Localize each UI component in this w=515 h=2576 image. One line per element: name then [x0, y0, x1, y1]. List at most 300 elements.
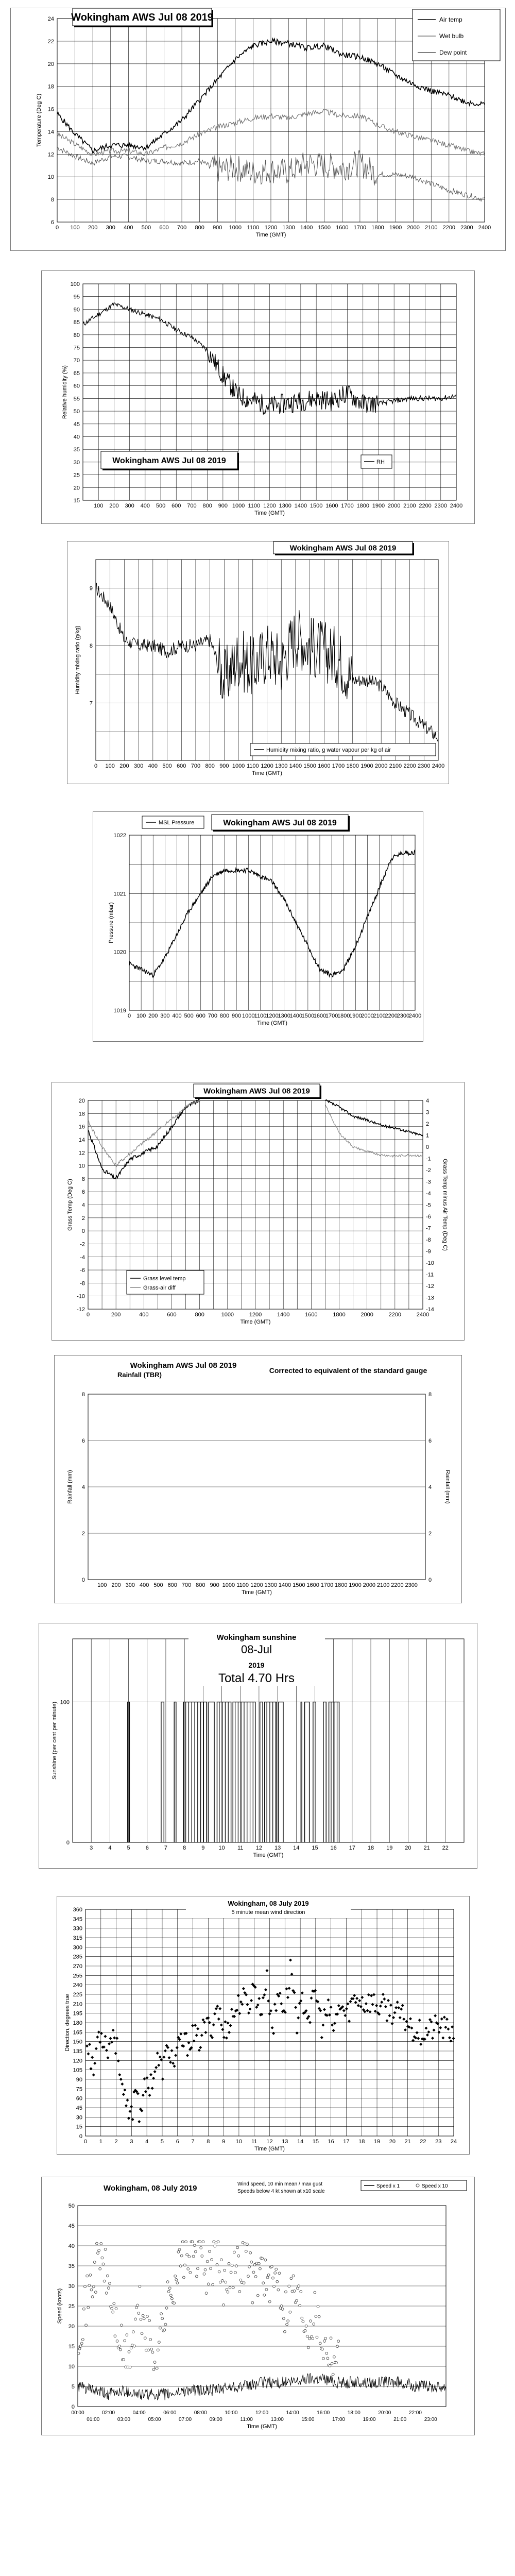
y-tick-label: 195	[73, 2010, 82, 2017]
scatter-point-speed-x10	[179, 2265, 182, 2267]
y-tick-label: 45	[68, 2223, 75, 2229]
y-tick-label: 0	[81, 1577, 85, 1583]
x-tick-label: 21	[404, 2139, 411, 2145]
scatter-point-speed-x10	[182, 2276, 185, 2279]
x-tick-label: 13	[282, 2139, 288, 2145]
x-tick-label: 2000	[363, 1582, 376, 1588]
x-tick-label: 23:00	[424, 2417, 437, 2422]
scatter-point-speed-x10	[262, 2282, 265, 2284]
scatter-point-speed-x10	[258, 2262, 260, 2265]
y-tick-label: 20	[47, 61, 54, 67]
scatter-point-speed-x10	[142, 2314, 144, 2317]
scatter-point-speed-x10	[151, 2351, 154, 2353]
scatter-point-speed-x10	[307, 2346, 310, 2349]
y-tick-label: 345	[73, 1916, 82, 1923]
y-tick-label: 210	[73, 2001, 82, 2008]
y-tick-label: 40	[73, 434, 80, 440]
y2-tick-label: 3	[426, 1109, 430, 1116]
y2-tick-label: 6	[428, 1438, 432, 1444]
scatter-point-speed-x10	[331, 2362, 333, 2365]
chart-title: Wokingham AWS Jul 08 2019	[71, 12, 213, 24]
chart-mixing-ratio-svg	[67, 541, 449, 784]
x-tick-label: 300	[125, 1582, 135, 1588]
y2-axis-label: Rainfall (mm)	[444, 1470, 451, 1504]
scatter-point-speed-x10	[225, 2281, 227, 2283]
scatter-point-speed-x10	[272, 2277, 274, 2279]
x-tick-label: 14	[293, 1845, 300, 1851]
scatter-point-speed-x10	[200, 2247, 202, 2249]
x-tick-label: 600	[167, 1312, 177, 1318]
chart-sunshine-svg	[39, 1623, 477, 1868]
x-tick-label: 400	[140, 503, 150, 509]
x-tick-label: 1500	[303, 763, 316, 769]
x-tick-label: 2000	[387, 503, 401, 509]
y-axis-label: Speed (knots)	[57, 2288, 63, 2324]
scatter-point-speed-x10	[275, 2268, 278, 2270]
scatter-point-speed-x10	[98, 2249, 100, 2252]
y-tick-label: 16	[78, 1124, 85, 1130]
legend-label: Speed x 1	[376, 2183, 400, 2189]
x-tick-label: 10	[218, 1845, 225, 1851]
x-tick-label: 15	[312, 2139, 319, 2145]
scatter-point-speed-x10	[181, 2241, 184, 2243]
y2-tick-label: 2	[426, 1121, 430, 1127]
scatter-point-speed-x10	[103, 2280, 106, 2282]
y-tick-label: 135	[73, 2048, 82, 2055]
y-tick-label: 8	[81, 1392, 85, 1398]
x-tick-label: 2400	[450, 503, 463, 509]
x-tick-label: 13:00	[270, 2417, 284, 2422]
scatter-point-speed-x10	[278, 2272, 281, 2275]
x-tick-label: 01:00	[87, 2417, 100, 2422]
x-tick-label: 700	[177, 225, 187, 231]
legend-label: RH	[376, 459, 385, 465]
y-tick-label: 270	[73, 1963, 82, 1970]
x-tick-label: 19:00	[363, 2417, 376, 2422]
y2-tick-label: -9	[426, 1248, 431, 1255]
x-tick-label: 20	[389, 2139, 396, 2145]
scatter-point-speed-x10	[132, 2331, 134, 2333]
y-tick-label: 100	[70, 281, 80, 287]
x-tick-label: 7	[164, 1845, 168, 1851]
scatter-point-speed-x10	[289, 2311, 291, 2313]
x-tick-label: 800	[202, 503, 212, 509]
scatter-point-speed-x10	[301, 2317, 303, 2319]
y-tick-label: 15	[73, 498, 80, 504]
scatter-point-speed-x10	[97, 2252, 99, 2255]
x-tick-label: 3	[130, 2139, 133, 2145]
y-tick-label: 180	[73, 2020, 82, 2026]
x-tick-label: 18:00	[347, 2410, 360, 2416]
y2-tick-label: 1	[426, 1132, 430, 1139]
scatter-point-speed-x10	[319, 2342, 321, 2345]
x-tick-label: 800	[205, 763, 215, 769]
x-axis-label: Time (GMT)	[257, 1020, 287, 1026]
x-tick-label: 2200	[419, 503, 432, 509]
y-tick-label: 24	[47, 16, 54, 22]
x-tick-label: 9	[201, 1845, 205, 1851]
x-tick-label: 7	[191, 2139, 195, 2145]
x-tick-label: 06:00	[163, 2410, 177, 2416]
x-tick-label: 100	[70, 225, 80, 231]
y-axis-label: Relative humidity (%)	[62, 365, 68, 419]
x-tick-label: 1900	[360, 763, 373, 769]
scatter-point-speed-x10	[228, 2262, 230, 2265]
scatter-point-speed-x10	[322, 2357, 325, 2360]
scatter-point-speed-x10	[224, 2269, 226, 2272]
scatter-point-speed-x10	[243, 2282, 245, 2284]
scatter-point-speed-x10	[250, 2261, 253, 2263]
x-tick-label: 8	[183, 1845, 186, 1851]
scatter-point-speed-x10	[118, 2345, 121, 2348]
x-tick-label: 1000	[221, 1312, 234, 1318]
scatter-point-speed-x10	[201, 2255, 203, 2258]
scatter-point-speed-x10	[147, 2349, 150, 2351]
scatter-point-speed-x10	[220, 2259, 222, 2261]
y-tick-label: 90	[73, 307, 80, 313]
x-tick-label: 03:00	[117, 2417, 130, 2422]
scatter-point-speed-x10	[88, 2284, 91, 2287]
y-tick-label: 0	[79, 2133, 82, 2140]
x-tick-label: 1500	[301, 1013, 315, 1019]
y-axis-label: Sunshine (per cent per minute)	[52, 1701, 58, 1780]
x-tick-label: 6	[176, 2139, 179, 2145]
legend-label: Air temp	[439, 16, 462, 23]
scatter-point-speed-x10	[86, 2275, 89, 2277]
scatter-point-speed-x10	[249, 2251, 252, 2254]
x-tick-label: 200	[111, 1582, 121, 1588]
x-tick-label: 2100	[376, 1582, 390, 1588]
scatter-point-speed-x10	[168, 2287, 171, 2290]
x-tick-label: 19	[373, 2139, 381, 2145]
x-tick-label: 08:00	[194, 2410, 207, 2416]
scatter-point-speed-x10	[109, 2282, 111, 2285]
x-tick-label: 1000	[232, 503, 245, 509]
x-tick-label: 200	[111, 1312, 121, 1318]
x-tick-label: 1000	[232, 763, 245, 769]
scatter-point-speed-x10	[166, 2281, 169, 2283]
scatter-point-speed-x10	[128, 2350, 130, 2353]
scatter-point-speed-x10	[246, 2243, 249, 2246]
scatter-point-speed-x10	[102, 2263, 105, 2265]
x-tick-label: 600	[196, 1013, 205, 1019]
y-tick-label: 10	[47, 174, 54, 181]
scatter-point-speed-x10	[153, 2361, 156, 2364]
x-tick-label: 1500	[310, 503, 323, 509]
scatter-point-speed-x10	[173, 2302, 176, 2304]
scatter-point-speed-x10	[113, 2302, 115, 2305]
x-tick-label: 1600	[336, 225, 349, 231]
y2-tick-label: -5	[426, 1202, 431, 1209]
x-tick-label: 700	[181, 1582, 192, 1588]
x-tick-label: 300	[133, 763, 144, 769]
y-axis-label: Pressure (mbar)	[108, 902, 114, 943]
x-tick-label: 12:00	[255, 2410, 269, 2416]
x-tick-label: 15:00	[301, 2417, 315, 2422]
x-axis-label: Time (GMT)	[240, 1319, 271, 1325]
x-tick-label: 600	[167, 1582, 177, 1588]
x-tick-label: 11	[251, 2139, 258, 2145]
scatter-point-speed-x10	[195, 2275, 198, 2278]
x-tick-label: 300	[125, 503, 134, 509]
scatter-point-speed-x10	[281, 2308, 284, 2311]
scatter-point-speed-x10	[157, 2349, 159, 2351]
y2-tick-label: -10	[426, 1260, 434, 1266]
y-tick-label: 225	[73, 1992, 82, 1998]
x-tick-label: 1800	[346, 763, 359, 769]
scatter-point-speed-x10	[226, 2289, 228, 2291]
x-tick-label: 1300	[264, 1582, 278, 1588]
legend-label: Speed x 10	[422, 2183, 448, 2189]
scatter-point-speed-x10	[313, 2323, 315, 2326]
y-tick-label: -4	[80, 1254, 85, 1261]
y2-tick-label: -7	[426, 1225, 431, 1232]
x-tick-label: 2400	[432, 763, 445, 769]
scatter-point-speed-x10	[83, 2308, 85, 2310]
x-axis-label: Time (GMT)	[255, 232, 286, 238]
x-tick-label: 2300	[397, 1013, 410, 1019]
y-tick-label: 0	[81, 1228, 85, 1235]
chart-title: Wokingham AWS Jul 08 2019	[112, 456, 226, 465]
scatter-point-speed-x10	[302, 2320, 304, 2323]
x-tick-label: 1900	[372, 503, 385, 509]
x-tick-label: 2300	[405, 1582, 418, 1588]
scatter-point-speed-x10	[152, 2368, 155, 2371]
chart-title: Wokingham AWS Jul 08 2019	[130, 1361, 237, 1370]
x-tick-label: 2400	[478, 225, 491, 231]
y-tick-label: 85	[73, 319, 80, 326]
legend-label: MSL Pressure	[159, 820, 195, 826]
scatter-point-speed-x10	[123, 2359, 125, 2361]
x-tick-label: 1800	[371, 225, 384, 231]
x-tick-label: 400	[139, 1312, 149, 1318]
y-tick-label: 4	[81, 1202, 85, 1209]
scatter-point-speed-x10	[306, 2335, 308, 2337]
x-tick-label: 1300	[274, 763, 288, 769]
x-tick-label: 1700	[353, 225, 367, 231]
scatter-point-speed-x10	[129, 2366, 131, 2368]
x-tick-label: 17:00	[332, 2417, 345, 2422]
x-tick-label: 5	[127, 1845, 130, 1851]
scatter-point-speed-x10	[270, 2265, 273, 2268]
x-tick-label: 200	[88, 225, 98, 231]
scatter-point-speed-x10	[187, 2267, 190, 2270]
scatter-point-speed-x10	[92, 2285, 95, 2288]
chart-wind-speed	[41, 2177, 475, 2435]
x-tick-label: 1200	[264, 225, 278, 231]
y-tick-label: 22	[47, 38, 54, 45]
x-tick-label: 1600	[313, 1013, 327, 1019]
x-tick-label: 2000	[407, 225, 420, 231]
y-tick-label: 25	[68, 2303, 75, 2310]
y-tick-label: 90	[76, 2077, 82, 2083]
scatter-point-speed-x10	[265, 2288, 268, 2291]
scatter-point-speed-x10	[161, 2317, 164, 2320]
scatter-point-speed-x10	[254, 2275, 257, 2278]
scatter-point-speed-x10	[138, 2312, 140, 2315]
x-tick-label: 12	[266, 2139, 273, 2145]
chart-wind-speed-svg	[42, 2177, 474, 2435]
x-tick-label: 200	[119, 763, 129, 769]
y-tick-label: 360	[73, 1907, 82, 1913]
scatter-point-speed-x10	[229, 2286, 231, 2289]
x-tick-label: 500	[184, 1013, 194, 1019]
scatter-point-speed-x10	[177, 2251, 180, 2253]
x-tick-label: 6	[145, 1845, 149, 1851]
y2-tick-label: -1	[426, 1156, 431, 1162]
y2-tick-label: 8	[428, 1392, 432, 1398]
scatter-point-speed-x10	[236, 2246, 239, 2249]
chart-title: Wokingham AWS Jul 08 2019	[203, 1087, 310, 1096]
scatter-point-speed-x10	[193, 2244, 196, 2247]
x-tick-label: 2	[114, 2139, 118, 2145]
scatter-point-speed-x10	[251, 2301, 254, 2304]
y-tick-label: 7	[89, 700, 93, 707]
y2-tick-label: -11	[426, 1272, 434, 1278]
x-tick-label: 1300	[278, 1013, 290, 1019]
y2-tick-label: -14	[426, 1307, 434, 1313]
x-tick-label: 1000	[242, 1013, 255, 1019]
x-tick-label: 9	[222, 2139, 226, 2145]
scatter-point-speed-x10	[185, 2241, 187, 2243]
scatter-point-speed-x10	[231, 2264, 233, 2266]
x-tick-label: 2400	[416, 1312, 430, 1318]
scatter-point-speed-x10	[286, 2323, 288, 2326]
scatter-point-speed-x10	[87, 2307, 90, 2309]
y-tick-label: 10	[78, 1163, 85, 1170]
scatter-point-speed-x10	[171, 2297, 174, 2300]
chart-subtitle: Wind speed, 10 min mean / max gust	[237, 2181, 323, 2187]
scatter-point-speed-x10	[192, 2255, 195, 2258]
y2-tick-label: -2	[426, 1167, 431, 1174]
x-tick-label: 2200	[391, 1582, 404, 1588]
x-tick-label: 1200	[261, 763, 273, 769]
x-tick-label: 1800	[333, 1312, 346, 1318]
x-tick-label: 1400	[277, 1312, 290, 1318]
scatter-point-speed-x10	[106, 2275, 109, 2277]
y-tick-label: 60	[73, 383, 80, 389]
x-tick-label: 4	[108, 1845, 112, 1851]
y-tick-label: 12	[47, 151, 54, 158]
x-tick-label: 2000	[361, 1013, 374, 1019]
x-tick-label: 16:00	[317, 2410, 330, 2416]
y-tick-label: 14	[78, 1137, 85, 1143]
legend-label: Wet bulb	[439, 32, 464, 40]
scatter-point-speed-x10	[267, 2274, 270, 2276]
x-tick-label: 400	[172, 1013, 182, 1019]
x-tick-label: 400	[124, 225, 133, 231]
scatter-point-speed-x10	[121, 2324, 123, 2327]
y2-tick-label: -8	[426, 1237, 431, 1243]
x-tick-label: 1100	[248, 503, 261, 509]
scatter-point-speed-x10	[324, 2337, 327, 2340]
x-tick-label: 1200	[249, 1312, 262, 1318]
y-tick-label: 0	[66, 1840, 70, 1846]
scatter-point-speed-x10	[212, 2283, 214, 2286]
scatter-point-speed-x10	[199, 2241, 201, 2243]
scatter-point-speed-x10	[233, 2251, 235, 2253]
x-tick-label: 1900	[349, 1582, 362, 1588]
x-tick-label: 0	[83, 2139, 88, 2145]
scatter-point-speed-x10	[207, 2283, 210, 2285]
x-tick-label: 300	[160, 1013, 170, 1019]
legend-swatch	[416, 2184, 419, 2187]
x-tick-label: 100	[97, 1582, 107, 1588]
y-tick-label: 150	[73, 2039, 82, 2045]
scatter-point-speed-x10	[146, 2315, 149, 2318]
x-tick-label: 2200	[403, 763, 416, 769]
x-tick-label: 24	[450, 2139, 457, 2145]
x-tick-label: 1600	[318, 763, 331, 769]
scatter-point-speed-x10	[336, 2345, 339, 2348]
y-tick-label: 4	[81, 1484, 85, 1490]
y-tick-label: 16	[47, 106, 54, 113]
y-tick-label: 50	[68, 2203, 75, 2209]
y2-axis-label: Grass Temp minus Air Temp (Deg C)	[442, 1159, 448, 1251]
x-tick-label: 18	[358, 2139, 365, 2145]
chart-subtitle: Rainfall (TBR)	[117, 1371, 162, 1379]
scatter-point-speed-x10	[210, 2267, 212, 2270]
scatter-point-speed-x10	[99, 2267, 101, 2270]
y-tick-label: 315	[73, 1935, 82, 1941]
y-tick-label: 40	[68, 2243, 75, 2249]
x-tick-label: 04:00	[132, 2410, 146, 2416]
y-tick-label: 2	[81, 1215, 85, 1222]
scatter-point-speed-x10	[167, 2291, 170, 2293]
x-tick-label: 05:00	[148, 2417, 161, 2422]
scatter-point-speed-x10	[206, 2260, 209, 2263]
x-tick-label: 21:00	[393, 2417, 407, 2422]
x-tick-label: 800	[195, 1312, 204, 1318]
y2-tick-label: -4	[426, 1191, 431, 1197]
x-tick-label: 400	[148, 763, 158, 769]
y-tick-label: 1019	[113, 1008, 126, 1014]
scatter-point-speed-x10	[79, 2345, 82, 2348]
x-tick-label: 2400	[408, 1013, 422, 1019]
x-tick-label: 2300	[434, 503, 448, 509]
x-tick-label: 600	[159, 225, 169, 231]
x-tick-label: 900	[231, 1013, 242, 1019]
x-tick-label: 1200	[250, 1582, 263, 1588]
chart-rainfall-svg	[55, 1355, 461, 1603]
scatter-point-speed-x10	[285, 2291, 287, 2293]
y2-tick-label: -3	[426, 1179, 431, 1185]
scatter-point-speed-x10	[312, 2337, 314, 2340]
chart-grass-temperature-svg	[52, 1082, 464, 1340]
scatter-point-speed-x10	[274, 2272, 277, 2274]
chart-relative-humidity	[41, 270, 475, 524]
x-tick-label: 2200	[385, 1013, 398, 1019]
y-tick-label: 165	[73, 2029, 82, 2036]
x-tick-label: 1600	[325, 503, 338, 509]
scatter-point-speed-x10	[203, 2273, 205, 2275]
scatter-point-speed-x10	[169, 2294, 172, 2297]
x-tick-label: 900	[219, 763, 229, 769]
scatter-point-speed-x10	[84, 2285, 87, 2288]
scatter-point-speed-x10	[94, 2291, 97, 2294]
legend-label: Dew point	[439, 49, 467, 56]
y-tick-label: -12	[77, 1307, 85, 1313]
chart-rainfall	[54, 1355, 462, 1603]
scatter-point-speed-x10	[287, 2320, 289, 2323]
x-tick-label: 1200	[266, 1013, 279, 1019]
y-tick-label: 6	[50, 219, 54, 226]
chart-grass-temperature	[52, 1082, 465, 1341]
x-tick-label: 500	[141, 225, 151, 231]
x-tick-label: 20:00	[378, 2410, 391, 2416]
x-tick-label: 16	[328, 2139, 334, 2145]
scatter-point-speed-x10	[310, 2320, 312, 2323]
